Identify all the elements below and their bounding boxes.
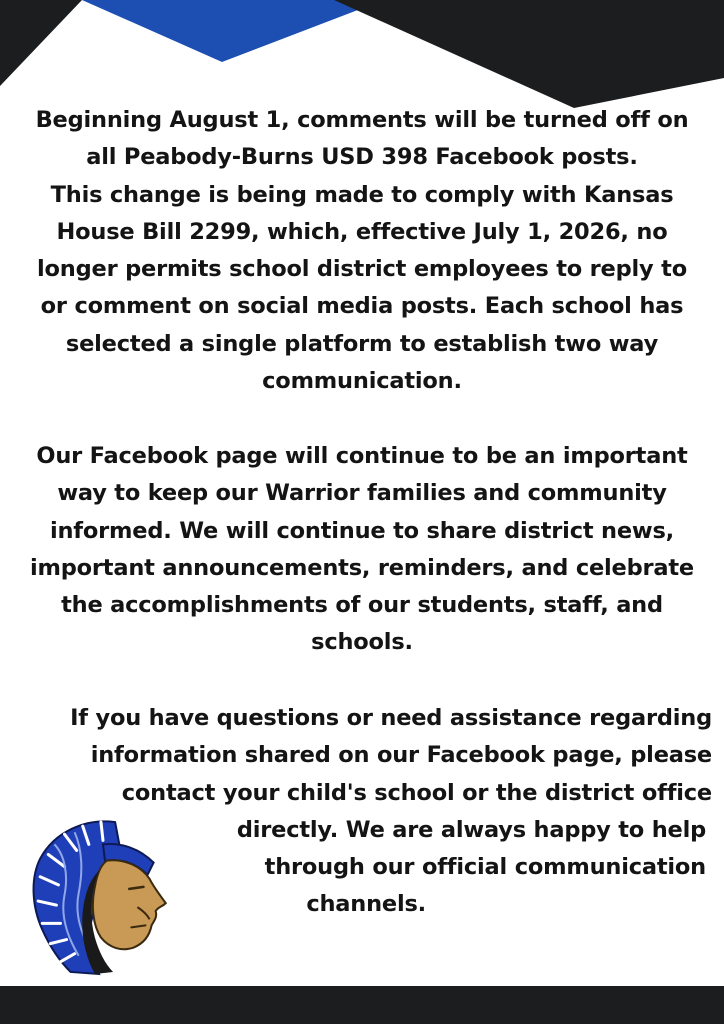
text-line: This change is being made to comply with Kansas [50,181,674,208]
banner-dark-left [0,0,82,86]
text-line: important announcements, reminders, and celebrate [29,554,694,581]
text-line: selected a single platform to establish two way [65,330,659,357]
text-line: all Peabody-Burns USD 398 Facebook posts. [86,144,638,171]
text-line: schools. [311,629,413,656]
face [93,860,166,949]
text-line: way to keep our Warrior families and community [57,480,667,507]
text-line: longer permits school district employees to reply to [37,256,687,283]
text-line: channels. [306,891,426,918]
text-line: information shared on our Facebook page, please [90,742,712,769]
text-line: If you have questions or need assistance regarding [70,705,712,731]
paragraph-comments-notice [0,102,724,400]
text-line: contact your child's school or the district office [121,779,712,806]
text-line: Our Facebook page will continue to be an important [36,443,688,469]
text-line: Beginning August 1, comments will be turned off on [35,107,689,133]
text-line: the accomplishments of our students, staff, and [61,592,663,619]
top-banner [0,0,724,110]
text-line: through our official communication [264,854,706,881]
text-line: communication. [262,368,462,395]
banner-blue [82,0,384,62]
text-line: directly. We are always happy to help [236,816,706,843]
bottom-bar [0,986,724,1024]
text-line: House Bill 2299, which, effective July 1, 2026, no [56,218,668,245]
banner-dark-right [334,0,724,108]
text-line: informed. We will continue to share district news, [49,517,675,544]
paragraph-facebook-page [0,438,724,662]
warrior-mascot-logo [24,814,186,976]
text-line: or comment on social media posts. Each school has [40,293,684,320]
